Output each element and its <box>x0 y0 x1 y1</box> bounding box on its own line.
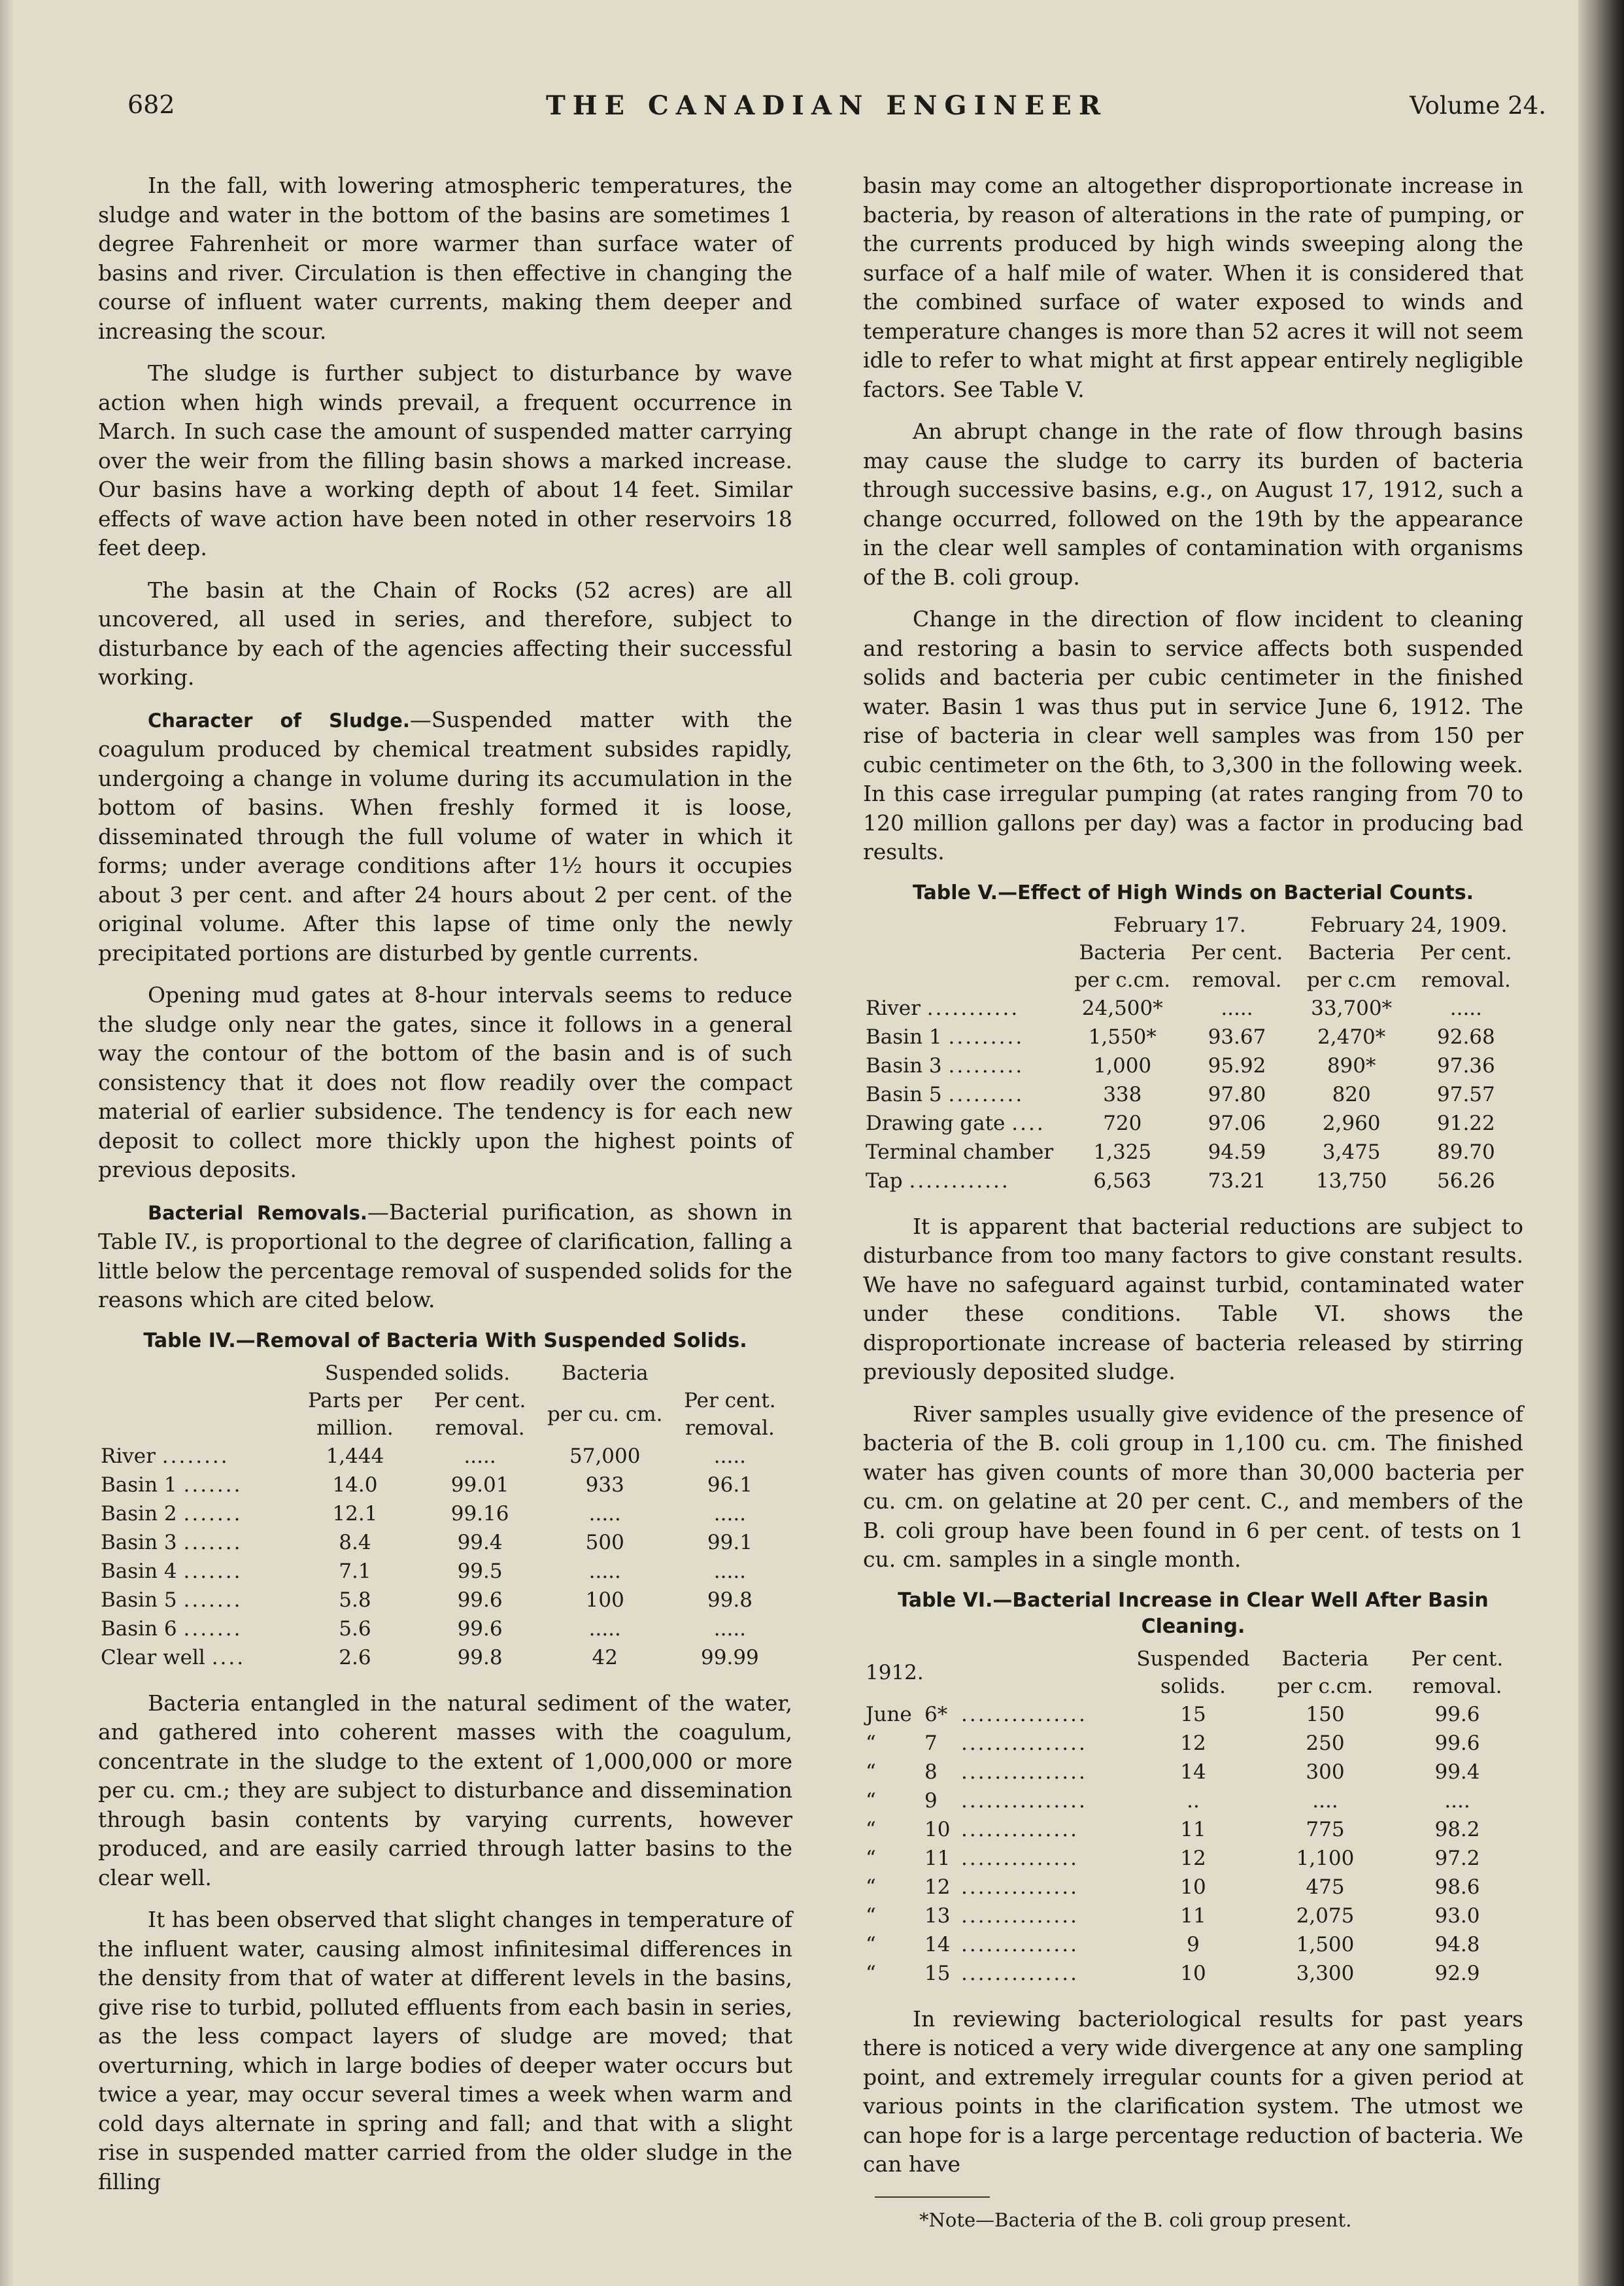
table-cell: 97.2 <box>1434 1846 1480 1870</box>
row-label <box>863 1051 1065 1080</box>
table-cell: 11 <box>1180 1903 1206 1928</box>
footnote-rule <box>875 2196 990 2198</box>
row-label-text: Basin 3 <box>866 1053 942 1078</box>
row-label-text: River <box>866 996 921 1020</box>
table-row <box>863 1786 1523 1815</box>
table-cell: 56.26 <box>1437 1169 1495 1193</box>
section-heading-sludge: Character of Sludge. <box>148 709 410 732</box>
leader-dots: .............. <box>961 1817 1079 1841</box>
paragraph-text: —Suspended matter with the coagulum produced by chemical treatment subsides rapidly, undergoing a change in volume during its accumulation in the bottom of basins. When freshly formed it is loose, disseminated through the full volume of water in which it forms; under average conditions after 1½ hours it occupies about 3 per cent. and after 24 hours about 2 per cent. of the original volume. After this lapse of time only the newly precipitated portions are disturbed by gentle currents. <box>98 706 792 966</box>
row-month: June <box>866 1702 912 1726</box>
row-day: 11 <box>924 1846 951 1870</box>
table-cell: 42 <box>592 1645 618 1669</box>
table-cell: 13,750 <box>1315 1169 1387 1193</box>
paragraph: River samples usually give evidence of the presence of bacteria of the B. coli group in 1,100 cu. cm. The finished water has given counts of more than 30,000 bacteria per cu. cm. on gelatine at 20 per cent. C., and members of the B. coli group have been found in 6 per cent. of tests on 1 cu. cm. samples in a single month. <box>863 1401 1523 1572</box>
table-cell: 1,325 <box>1093 1140 1152 1164</box>
row-month: “ <box>866 1760 876 1784</box>
table-cell: 57,000 <box>569 1444 641 1468</box>
row-label <box>863 1138 1065 1167</box>
row-label <box>863 1023 1065 1051</box>
table4-col-bacteria: per cu. cm. <box>547 1402 663 1426</box>
table-cell: 97.06 <box>1208 1111 1266 1135</box>
table-cell: ..... <box>713 1616 747 1641</box>
table-cell: 99.1 <box>707 1530 753 1554</box>
running-header <box>127 90 1546 129</box>
table-cell: 97.36 <box>1437 1053 1495 1078</box>
table-row <box>98 1614 792 1643</box>
row-label-text: Basin 1 <box>101 1473 177 1497</box>
table5-date1: February 17. <box>1113 913 1246 937</box>
leader-dots: .... <box>211 1645 246 1669</box>
leader-dots: ....... <box>183 1588 243 1612</box>
table5-caption: Table V.—Effect of High Winds on Bacterial Counts. <box>912 881 1474 904</box>
leader-dots: ............... <box>961 1788 1087 1813</box>
table5 <box>863 912 1523 1195</box>
row-label-text: Basin 5 <box>866 1082 942 1106</box>
row-day: 9 <box>924 1788 938 1813</box>
table-cell: 3,300 <box>1296 1961 1355 1985</box>
row-label-text: Basin 4 <box>101 1559 177 1583</box>
table-row <box>863 1902 1523 1930</box>
leader-dots: ........ <box>161 1444 229 1468</box>
table-cell: 6,563 <box>1093 1169 1152 1193</box>
row-month: “ <box>866 1788 876 1813</box>
leader-dots: .............. <box>961 1846 1079 1870</box>
table-cell: 933 <box>585 1473 624 1497</box>
table-cell: 9 <box>1187 1932 1200 1956</box>
row-day: 14 <box>924 1932 951 1956</box>
table-cell: 820 <box>1332 1082 1371 1106</box>
row-month: “ <box>866 1903 876 1928</box>
table-cell: 94.59 <box>1208 1140 1266 1164</box>
table-cell: 2,075 <box>1296 1903 1355 1928</box>
table-cell: .. <box>1187 1788 1200 1813</box>
row-day: 6* <box>924 1702 948 1726</box>
leader-dots: ....... <box>183 1559 243 1583</box>
table6-col-year: 1912. <box>866 1660 924 1684</box>
table-row <box>863 1873 1523 1902</box>
paragraph: Opening mud gates at 8-hour intervals seems to reduce the sludge only near the gates, since it follows in a general way the contour of the bottom of the basin and is of such consistency that it does not flow readily over the compact material of earlier subsidence. The tendency is for each new deposit to collect more thickly upon the highest points of previous deposits. <box>98 982 792 1182</box>
table6 <box>863 1645 1523 1988</box>
table-cell: ..... <box>1221 996 1253 1020</box>
leader-dots: ............ <box>909 1169 1010 1193</box>
book-spine-shadow <box>1578 0 1624 2286</box>
table-row <box>863 1930 1523 1959</box>
table-cell: 99.99 <box>701 1645 759 1669</box>
row-label <box>98 1643 292 1672</box>
table-row <box>863 1138 1523 1167</box>
table-cell: ..... <box>464 1444 496 1468</box>
row-label-text: Basin 5 <box>101 1588 177 1612</box>
table-cell: 10 <box>1180 1961 1206 1985</box>
row-label <box>98 1471 292 1499</box>
table-row <box>863 1167 1523 1195</box>
row-day: 15 <box>924 1961 951 1985</box>
leader-dots: ......... <box>948 1053 1024 1078</box>
row-label <box>98 1586 292 1614</box>
table-cell: 2,960 <box>1322 1111 1381 1135</box>
row-label <box>863 1109 1065 1138</box>
table-row <box>863 1815 1523 1844</box>
table-cell: 91.22 <box>1437 1111 1495 1135</box>
table-cell: 500 <box>585 1530 624 1554</box>
paragraph: The sludge is further subject to disturbance by wave action when high winds prevail, a frequent occurrence in March. In such case the amount of suspended matter carrying over the weir from the filling basin shows a marked increase. Our basins have a working depth of about 14 feet. Similar effects of wave action have been noted in other reservoirs 18 feet deep. <box>98 360 792 560</box>
leader-dots: ....... <box>183 1530 243 1554</box>
table-cell: ..... <box>713 1444 747 1468</box>
table-cell: 98.6 <box>1434 1875 1480 1899</box>
table-cell: 12 <box>1180 1846 1206 1870</box>
table-row <box>98 1528 792 1557</box>
table-cell: 99.5 <box>457 1559 503 1583</box>
table5-col-pct2: Per cent. removal. <box>1420 940 1512 992</box>
paragraph: In the fall, with lowering atmospheric temperatures, the sludge and water in the bottom of the basins are sometimes 1 degree Fahrenheit or more warmer than surface water of basins and river. Circulation is then effective in changing the course of influent water currents, making them deeper and increasing the scour. <box>98 173 792 344</box>
row-label <box>98 1442 292 1471</box>
page-left-edge <box>0 0 14 2286</box>
row-date <box>863 1729 1127 1758</box>
footnote: *Note—Bacteria of the B. coli group present. <box>919 2208 1352 2231</box>
row-label-text: River <box>101 1444 156 1468</box>
table-cell: 33,700* <box>1311 996 1393 1020</box>
table-cell: 3,475 <box>1322 1140 1381 1164</box>
table-cell: 1,444 <box>326 1444 384 1468</box>
row-label-text: Basin 6 <box>101 1616 177 1641</box>
table-cell: 8.4 <box>339 1530 371 1554</box>
table6-col-bacteria: Bacteria per c.cm. <box>1277 1646 1374 1698</box>
table-row <box>863 994 1523 1023</box>
table-cell: 99.6 <box>457 1616 503 1641</box>
row-month: “ <box>866 1846 876 1870</box>
row-label <box>98 1528 292 1557</box>
table-cell: ..... <box>588 1616 621 1641</box>
table-cell: 99.01 <box>450 1473 509 1497</box>
page-number: 682 <box>127 90 175 119</box>
paragraph: It has been observed that slight changes in temperature of the influent water, causing almost infinitesimal differences in the density from that of water at different levels in the basins, give rise to turbid, polluted effluents from each basin in series, as the less compact layers of sludge are moved; that overturning, which in large bodies of deeper water occurs but twice a year, may occur several times a week when warm and cold days alternate in spring and fall; and that with a slight rise in suspended matter carried from the older sludge in the filling <box>98 1907 792 2194</box>
row-date <box>863 1758 1127 1786</box>
table-cell: 1,100 <box>1296 1846 1355 1870</box>
table-cell: 2.6 <box>339 1645 371 1669</box>
table-cell: 338 <box>1103 1082 1142 1106</box>
row-day: 12 <box>924 1875 951 1899</box>
table-cell: 99.6 <box>1434 1702 1480 1726</box>
row-label-text: Tap <box>866 1169 903 1193</box>
table-cell: 94.8 <box>1434 1932 1480 1956</box>
row-label <box>98 1557 292 1586</box>
table-cell: 93.67 <box>1208 1025 1266 1049</box>
table-cell: 92.68 <box>1437 1025 1495 1049</box>
journal-title: THE CANADIAN ENGINEER <box>546 90 1108 121</box>
leader-dots: ............... <box>961 1731 1087 1755</box>
table4-col-pct-bacteria: Per cent. removal. <box>684 1388 776 1440</box>
row-day: 13 <box>924 1903 951 1928</box>
table-row <box>98 1442 792 1471</box>
table-row <box>863 1109 1523 1138</box>
table-cell: 73.21 <box>1208 1169 1266 1193</box>
table-cell: 1,550* <box>1088 1025 1157 1049</box>
leader-dots: ............... <box>961 1760 1087 1784</box>
table-cell: 99.4 <box>457 1530 503 1554</box>
table-row <box>863 1959 1523 1988</box>
table-cell: 10 <box>1180 1875 1206 1899</box>
table-row <box>863 1729 1523 1758</box>
table4-group-bacteria: Bacteria <box>561 1361 649 1385</box>
table-cell: 2,470* <box>1317 1025 1386 1049</box>
row-date <box>863 1815 1127 1844</box>
row-date <box>863 1786 1127 1815</box>
table-cell: 99.16 <box>450 1501 509 1526</box>
paragraph: Bacteria entangled in the natural sediment of the water, and gathered into coherent masses with the coagulum, concentrate in the sludge to the extent of 1,000,000 or more per cu. cm.; they are subject to disturbance and dissemination through basin contents by varying currents, however produced, and are easily carried through latter basins to the clear well. <box>98 1690 792 1890</box>
table-cell: 14 <box>1180 1760 1206 1784</box>
table-cell: 99.6 <box>457 1588 503 1612</box>
table-cell: 96.1 <box>707 1473 753 1497</box>
table-cell: .... <box>1312 1788 1338 1813</box>
row-label <box>863 994 1065 1023</box>
table-row <box>863 1051 1523 1080</box>
leader-dots: .... <box>1011 1111 1045 1135</box>
table5-date2: February 24, 1909. <box>1310 913 1508 937</box>
paragraph: It is apparent that bacterial reductions are subject to disturbance from too many factors to give constant results. We have no safeguard against turbid, contaminated water under these conditions. Table VI. shows the disproportionate increase of bacteria released by stirring previously deposited sludge. <box>863 1213 1523 1384</box>
table5-col-pct1: Per cent. removal. <box>1191 940 1283 992</box>
leader-dots: .............. <box>961 1961 1079 1985</box>
table-cell: 99.6 <box>1434 1731 1480 1755</box>
table-row <box>98 1499 792 1528</box>
table-cell: 99.8 <box>457 1645 503 1669</box>
row-label-text: Terminal chamber <box>866 1140 1054 1164</box>
paragraph: An abrupt change in the rate of flow through basins may cause the sludge to carry its burden of bacteria through successive basins, e.g., on August 17, 1912, such a change occurred, followed on the 19th by the appearance in the clear well samples of contamination with organisms of the B. coli group. <box>863 418 1523 590</box>
row-date <box>863 1930 1127 1959</box>
table4-col-pct-solids: Per cent. removal. <box>433 1388 526 1440</box>
table4 <box>98 1359 792 1672</box>
leader-dots: .............. <box>961 1932 1079 1956</box>
row-day: 7 <box>924 1731 938 1755</box>
table-cell: 99.4 <box>1434 1760 1480 1784</box>
table-cell: 300 <box>1306 1760 1345 1784</box>
table-cell: 890* <box>1327 1053 1376 1078</box>
leader-dots: .............. <box>961 1903 1079 1928</box>
row-date <box>863 1700 1127 1729</box>
row-month: “ <box>866 1817 876 1841</box>
table-cell: ..... <box>588 1501 621 1526</box>
table-cell: 775 <box>1306 1817 1345 1841</box>
table6-col-pct: Per cent. removal. <box>1411 1646 1504 1698</box>
table-cell: ..... <box>1449 996 1483 1020</box>
paragraph-sludge <box>98 706 792 968</box>
row-label <box>98 1614 292 1643</box>
row-date <box>863 1902 1127 1930</box>
paragraph: The basin at the Chain of Rocks (52 acres) are all uncovered, all used in series, and therefore, subject to disturbance by each of the agencies affecting their successful working. <box>98 577 792 690</box>
table5-col-bacteria2: Bacteria per c.cm <box>1306 940 1396 992</box>
table-cell: 720 <box>1103 1111 1142 1135</box>
row-label-text: Basin 3 <box>101 1530 177 1554</box>
table-cell: 11 <box>1180 1817 1206 1841</box>
row-date <box>863 1959 1127 1988</box>
table-cell: 99.8 <box>707 1588 753 1612</box>
paragraph-removals <box>98 1198 792 1315</box>
paragraph-text: —Bacterial purification, as shown in Table IV., is proportional to the degree of clarification, falling a little below the percentage removal of suspended solids for the reasons which are cited below. <box>98 1199 792 1312</box>
table-cell: 7.1 <box>339 1559 371 1583</box>
table4-col-parts: Parts per million. <box>307 1388 402 1440</box>
table-cell: 475 <box>1306 1875 1345 1899</box>
table6-col-solids: Suspended solids. <box>1136 1646 1250 1698</box>
table-cell: 12.1 <box>332 1501 378 1526</box>
left-column <box>98 171 792 2209</box>
paragraph: In reviewing bacteriological results for past years there is noticed a very wide divergence at any one sampling point, and extremely irregular counts for a given period at various points in the clarification system. The utmost we can hope for is a large percentage reduction of bacteria. We can have <box>863 2005 1523 2177</box>
row-label-text: Drawing gate <box>866 1111 1006 1135</box>
row-label <box>863 1080 1065 1109</box>
paragraph: Change in the direction of flow incident to cleaning and restoring a basin to service affects both suspended solids and bacteria per cubic centimeter in the finished water. Basin 1 was thus put in service June 6, 1912. The rise of bacteria in clear well samples was from 150 per cubic centimeter on the 6th, to 3,300 in the following week. In this case irregular pumping (at rates ranging from 70 to 120 million gallons per day) was a factor in producing bad results. <box>863 606 1523 864</box>
table-cell: 150 <box>1306 1702 1345 1726</box>
row-label <box>863 1167 1065 1195</box>
table-row <box>863 1700 1523 1729</box>
table-row <box>98 1643 792 1672</box>
right-column <box>863 171 1523 2234</box>
row-day: 8 <box>924 1760 938 1784</box>
leader-dots: ....... <box>183 1616 243 1641</box>
table-cell: 14.0 <box>332 1473 378 1497</box>
table-cell: 1,000 <box>1093 1053 1152 1078</box>
leader-dots: ....... <box>183 1501 243 1526</box>
row-label-text: Basin 1 <box>866 1025 942 1049</box>
table-row <box>863 1758 1523 1786</box>
table-cell: ..... <box>713 1501 747 1526</box>
table-cell: 95.92 <box>1208 1053 1266 1078</box>
table-row <box>863 1844 1523 1873</box>
leader-dots: ......... <box>948 1025 1024 1049</box>
leader-dots: .............. <box>961 1875 1079 1899</box>
row-label-text: Basin 2 <box>101 1501 177 1526</box>
table-cell: 1,500 <box>1296 1932 1355 1956</box>
row-month: “ <box>866 1961 876 1985</box>
table-cell: ..... <box>713 1559 747 1583</box>
table6-caption: Table VI.—Bacterial Increase in Clear Well After Basin Cleaning. <box>898 1588 1489 1638</box>
table-cell: 5.8 <box>339 1588 371 1612</box>
table-row <box>863 1023 1523 1051</box>
table-row <box>98 1471 792 1499</box>
row-date <box>863 1873 1127 1902</box>
table-cell: 93.0 <box>1434 1903 1480 1928</box>
table4-caption: Table IV.—Removal of Bacteria With Suspended Solids. <box>143 1329 747 1352</box>
table-cell: 24,500* <box>1081 996 1163 1020</box>
row-label-text: Clear well <box>101 1645 205 1669</box>
table-row <box>863 1080 1523 1109</box>
leader-dots: ............... <box>961 1702 1087 1726</box>
row-day: 10 <box>924 1817 951 1841</box>
row-month: “ <box>866 1932 876 1956</box>
table-cell: 98.2 <box>1434 1817 1480 1841</box>
table-cell: 97.57 <box>1437 1082 1495 1106</box>
paragraph: basin may come an altogether disproportionate increase in bacteria, by reason of alterations in the rate of pumping, or the currents produced by high winds sweeping along the surface of a half mile of water. When it is considered that the combined surface of water exposed to winds and temperature changes is more than 52 acres it will not seem idle to refer to what might at first appear entirely negligible factors. See Table V. <box>863 173 1523 402</box>
volume-label: Volume 24. <box>1410 92 1546 120</box>
table-cell: 97.80 <box>1208 1082 1266 1106</box>
table-row <box>98 1557 792 1586</box>
table-cell: 89.70 <box>1437 1140 1495 1164</box>
row-month: “ <box>866 1731 876 1755</box>
table-row <box>98 1586 792 1614</box>
row-date <box>863 1844 1127 1873</box>
table4-group-suspended: Suspended solids. <box>324 1361 511 1385</box>
table-cell: .... <box>1444 1788 1470 1813</box>
table-cell: 250 <box>1306 1731 1345 1755</box>
table-cell: 100 <box>585 1588 624 1612</box>
table-cell: 92.9 <box>1434 1961 1480 1985</box>
leader-dots: ......... <box>948 1082 1024 1106</box>
table-cell: 5.6 <box>339 1616 371 1641</box>
table-cell: ..... <box>588 1559 621 1583</box>
section-heading-removals: Bacterial Removals. <box>148 1201 367 1224</box>
leader-dots: ....... <box>183 1473 243 1497</box>
row-label <box>98 1499 292 1528</box>
table-cell: 15 <box>1180 1702 1206 1726</box>
table5-col-bacteria1: Bacteria per c.cm. <box>1074 940 1171 992</box>
row-month: “ <box>866 1875 876 1899</box>
table-cell: 12 <box>1180 1731 1206 1755</box>
leader-dots: ........... <box>926 996 1020 1020</box>
